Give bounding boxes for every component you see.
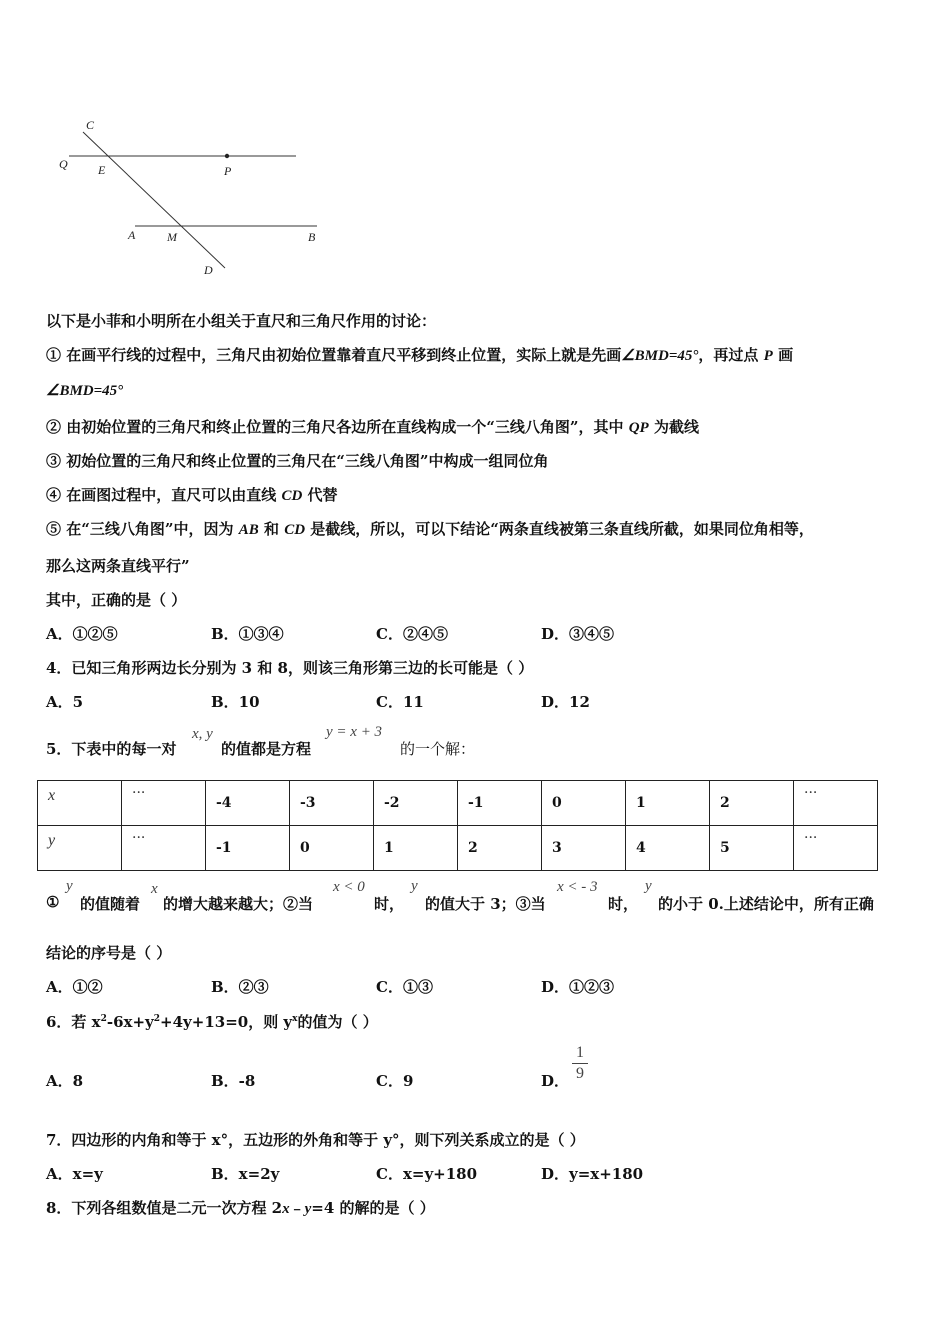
q3-option-a[interactable]: A．①②⑤ <box>46 625 118 643</box>
q7-option-d[interactable]: D．y=x+180 <box>541 1165 644 1183</box>
point-p <box>225 154 229 158</box>
q5-conclusion-text: 时， <box>608 895 639 913</box>
table-cell: -4 <box>206 781 290 826</box>
fraction-denominator: 9 <box>576 1065 584 1082</box>
q5-option-a[interactable]: A．①② <box>46 978 103 996</box>
table-cell: -2 <box>374 781 458 826</box>
statement-4: ④ 在画图过程中，直尺可以由直线 CD 代替 <box>46 486 338 504</box>
label-m: M <box>167 230 177 244</box>
question-4: 4．已知三角形两边长分别为 3 和 8，则该三角形第三边的长可能是（ ） <box>46 659 534 677</box>
table-cell: ··· <box>122 826 206 871</box>
q5-conclusion-text: 的增大越来越大；②当 <box>163 895 314 913</box>
q5-conclusion-text: 的小于 0.上述结论中，所有正确 <box>658 895 874 913</box>
q6-option-a[interactable]: A．8 <box>46 1072 84 1090</box>
discussion-intro: 以下是小菲和小明所在小组关于直尺和三角尺作用的讨论： <box>46 312 437 330</box>
table-cell: 4 <box>626 826 710 871</box>
q7-option-b[interactable]: B．x=2y <box>211 1165 280 1183</box>
q5-condition-2: x < - 3 <box>557 879 598 895</box>
label-q: Q <box>59 157 68 171</box>
q5-option-d[interactable]: D．①②③ <box>541 978 615 996</box>
q5-var: y <box>66 878 73 894</box>
table-row-x <box>38 781 878 826</box>
row-label-x: x <box>38 781 122 826</box>
question-5-mid: 的值都是方程 <box>221 740 312 758</box>
q3-option-b[interactable]: B．①③④ <box>211 625 284 643</box>
q5-condition-1: x < 0 <box>333 879 365 895</box>
q6-option-b[interactable]: B．-8 <box>211 1072 256 1090</box>
question-5-suffix: 的一个解： <box>400 740 476 758</box>
q5-option-b[interactable]: B．②③ <box>211 978 269 996</box>
q3-option-d[interactable]: D．③④⑤ <box>541 625 615 643</box>
table-cell: 1 <box>626 781 710 826</box>
q5-conclusion-text: 的值大于 3；③当 <box>425 895 546 913</box>
q4-option-c[interactable]: C．11 <box>376 693 424 711</box>
q4-option-a[interactable]: A．5 <box>46 693 84 711</box>
table-cell: -3 <box>290 781 374 826</box>
label-c: C <box>86 118 95 132</box>
label-a: A <box>128 228 136 242</box>
statement-5-cont: 那么这两条直线平行” <box>46 557 190 575</box>
table-cell: 5 <box>710 826 794 871</box>
q5-option-c[interactable]: C．①③ <box>376 978 433 996</box>
question-7: 7．四边形的内角和等于 x°，五边形的外角和等于 y°，则下列关系成立的是（ ） <box>46 1131 585 1149</box>
table-cell: ··· <box>794 826 878 871</box>
q5-conclusion-text: 的值随着 <box>80 895 141 913</box>
table-cell: 3 <box>542 826 626 871</box>
line-cd <box>83 132 225 268</box>
q6-option-d[interactable]: D． <box>541 1072 570 1090</box>
question-5-prefix: 5．下表中的每一对 <box>46 740 177 758</box>
table-row-y <box>38 826 878 871</box>
q5-var: x <box>151 881 158 897</box>
q7-option-a[interactable]: A．x=y <box>46 1165 103 1183</box>
q6-option-c[interactable]: C．9 <box>376 1072 414 1090</box>
label-p: P <box>224 164 232 178</box>
q5-conclusion-cont: 结论的序号是（ ） <box>46 944 172 962</box>
q7-option-c[interactable]: C．x=y+180 <box>376 1165 478 1183</box>
question-8: 8．下列各组数值是二元一次方程 2x﹣y=4 的解的是（ ） <box>46 1199 435 1217</box>
q5-equation: y = x + 3 <box>326 724 383 740</box>
label-b: B <box>308 230 316 244</box>
q5-xy: x, y <box>192 726 213 742</box>
value-table <box>37 780 878 871</box>
statement-1: ① 在画平行线的过程中，三角尺由初始位置靠着直尺平移到终止位置，实际上就是先画∠BMD=45°，再过点 P 画 <box>46 346 794 364</box>
statement-2: ② 由初始位置的三角尺和终止位置的三角尺各边所在直线构成一个“三线八角图”，其中 QP 为截线 <box>46 418 699 436</box>
label-e: E <box>98 163 106 177</box>
fraction-bar <box>572 1063 588 1064</box>
q5-var: y <box>645 878 652 894</box>
table-cell: ··· <box>122 781 206 826</box>
q3-option-c[interactable]: C．②④⑤ <box>376 625 448 643</box>
table-cell: 0 <box>290 826 374 871</box>
row-label-y: y <box>38 826 122 871</box>
question-3: 其中，正确的是（ ） <box>46 591 187 609</box>
table-cell: ··· <box>794 781 878 826</box>
label-d: D <box>204 263 213 277</box>
q4-option-b[interactable]: B．10 <box>211 693 260 711</box>
statement-1-cont: ∠BMD=45° <box>46 383 124 399</box>
table-cell: 0 <box>542 781 626 826</box>
table-cell: 2 <box>710 781 794 826</box>
table-cell: 2 <box>458 826 542 871</box>
q4-option-d[interactable]: D．12 <box>541 693 590 711</box>
geometry-figure <box>55 115 325 285</box>
statement-5: ⑤ 在“三线八角图”中，因为 AB 和 CD 是截线，所以，可以下结论“两条直线被第三条直线所截，如果同位角相等， <box>46 520 814 538</box>
q5-conclusion-text: 时， <box>374 895 405 913</box>
table-cell: -1 <box>458 781 542 826</box>
fraction-numerator: 1 <box>576 1044 584 1061</box>
question-6: 6．若 $x^2-6x+y^2+4y+13=0$，则 $y^x$的值为（ ） <box>46 1013 378 1031</box>
q5-var: y <box>411 878 418 894</box>
q6-fraction <box>572 1044 588 1083</box>
table-cell: -1 <box>206 826 290 871</box>
table-cell: 1 <box>374 826 458 871</box>
q5-conclusion-1: ① <box>46 893 60 911</box>
statement-3: ③ 初始位置的三角尺和终止位置的三角尺在“三线八角图”中构成一组同位角 <box>46 452 549 470</box>
